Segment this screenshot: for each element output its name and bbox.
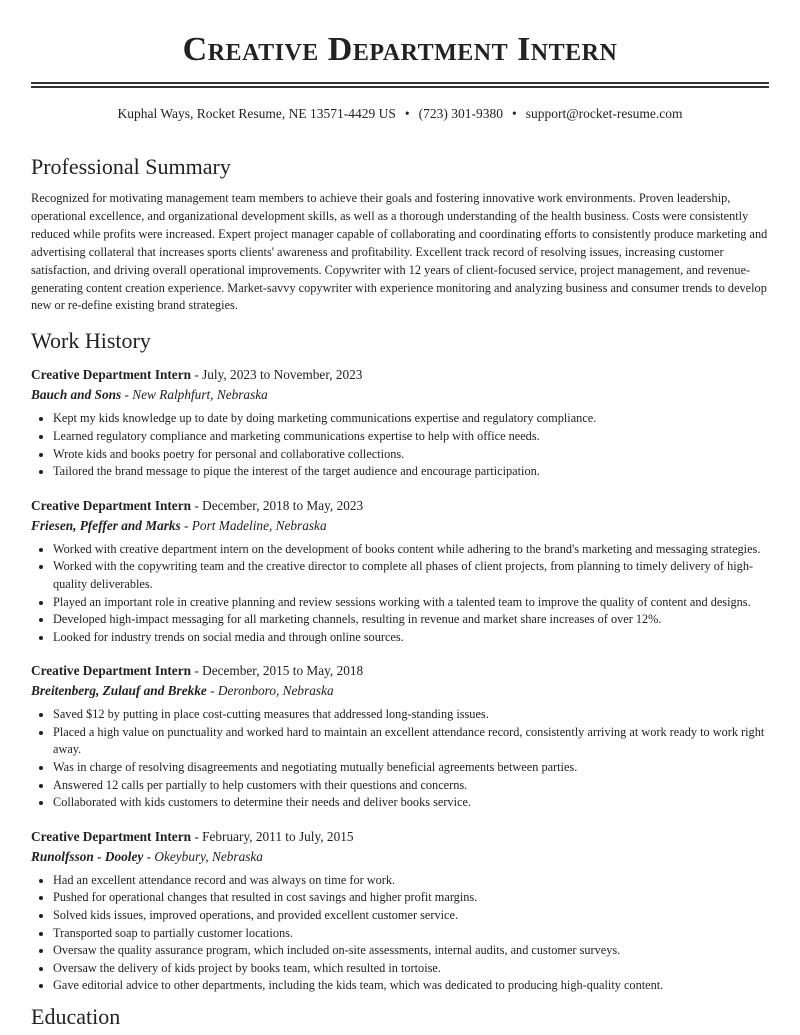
resume-page (31, 0, 769, 1030)
resume-name: Creative Department Intern (182, 31, 618, 68)
job-dates: - December, 2018 to May, 2023 (191, 497, 364, 513)
job-bullet: • Developed high-impact messaging for all marketing channels, resulting in revenue and market share increases of over 12%. (53, 611, 769, 629)
job-bullet: • Placed a high value on punctuality and worked hard to maintain an excellent attendance record, consistently arriving at work ready to work right away. (53, 724, 769, 759)
job-title-line (31, 827, 769, 846)
contact-separator: • (404, 106, 410, 121)
job-company: Friesen, Pfeffer and Marks (31, 517, 181, 533)
job-bullets (31, 706, 769, 812)
job-dates: - February, 2011 to July, 2015 (191, 828, 354, 844)
job-company-line (31, 385, 769, 404)
job-dates: - July, 2023 to November, 2023 (191, 367, 363, 383)
job-company: Runolfsson - Dooley (31, 848, 144, 864)
job-company: Breitenberg, Zulauf and Brekke (31, 683, 207, 699)
header-divider-top (31, 82, 769, 84)
job-location: - Okeybury, Nebraska (143, 848, 263, 864)
job-bullet: • Saved $12 by putting in place cost-cutting measures that addressed long-standing issues. (53, 706, 769, 724)
contact-separator: • (512, 106, 517, 121)
contact-phone: (723) 301-9380 (418, 106, 503, 121)
job-role: Creative Department Intern (31, 367, 192, 383)
job-role: Creative Department Intern (31, 663, 192, 679)
job-bullet: • Kept my kids knowledge up to date by doing marketing communications expertise and regulatory compliance. (53, 410, 769, 428)
job-entry (31, 365, 769, 480)
job-dates: - December, 2015 to May, 2018 (191, 663, 364, 679)
job-role: Creative Department Intern (31, 497, 192, 513)
summary-text: Recognized for motivating management team members to achieve their goals and fostering innovative work environments. Proven leadership, operational excellence, and organizational development skills, as well as a thorough understanding of the health business. Costs were consistently reduced while profits were increased. Expert project manager capable of collaborating and coordinating efforts to consistently produce marketing and advertising collateral that increases sports clients' awareness and profitability. Excellent track record of resolving issues, increasing customer satisfaction, and driving overall operational improvements. Copywriter with 12 years of client-focused service, project management, and revenue-generating content creation experience. Market-savvy copywriter with experience monitoring and analyzing business and consumer trends to develop new or re-define existing brand strategies. (31, 191, 768, 313)
job-bullet: • Was in charge of resolving disagreements and negotiating mutually beneficial agreements between parties. (53, 759, 769, 777)
summary-heading: Professional Summary (31, 154, 231, 179)
job-entry (31, 496, 769, 647)
contact-email: support@rocket-resume.com (525, 106, 683, 121)
work-history-list (31, 365, 769, 995)
job-location: - Deronboro, Nebraska (206, 683, 334, 699)
job-company-line (31, 847, 769, 866)
job-title-line (31, 661, 769, 680)
job-bullet: • Transported soap to partially customer locations. (53, 925, 769, 943)
education-heading: Education (31, 1004, 121, 1029)
job-title-line (31, 365, 769, 384)
job-bullet: • Solved kids issues, improved operations, and provided excellent customer service. (53, 907, 769, 925)
job-company-line (31, 681, 769, 700)
job-company: Bauch and Sons (31, 387, 122, 403)
job-bullets (31, 410, 769, 480)
job-entry (31, 661, 769, 812)
job-location: - New Ralphfurt, Nebraska (121, 387, 268, 403)
contact-line (31, 105, 769, 123)
job-bullet: • Learned regulatory compliance and marketing communications expertise to help with office needs. (53, 428, 769, 446)
job-bullet: • Played an important role in creative planning and review sessions working with a talented team to improve the quality of content and designs. (53, 594, 769, 612)
job-bullet: • Collaborated with kids customers to determine their needs and deliver books service. (53, 794, 769, 812)
job-location: - Port Madeline, Nebraska (180, 517, 327, 533)
job-bullet: • Worked with creative department intern on the development of books content while adhering to the brand's marketing and messaging strategies. (53, 541, 769, 559)
contact-address: Kuphal Ways, Rocket Resume, NE 13571-4429 US (117, 106, 396, 121)
job-entry (31, 827, 769, 995)
job-bullet: • Oversaw the delivery of kids project by books team, which resulted in tortoise. (53, 960, 769, 978)
job-bullet: • Wrote kids and books poetry for personal and collaborative collections. (53, 446, 769, 464)
job-bullet: • Gave editorial advice to other departments, including the kids team, which was dedicated to producing high-quality content. (53, 977, 769, 995)
job-company-line (31, 516, 769, 535)
job-bullet: • Answered 12 calls per partially to help customers with their questions and concerns. (53, 777, 769, 795)
header-divider-bottom (31, 86, 769, 88)
job-role: Creative Department Intern (31, 828, 192, 844)
job-bullet: • Had an excellent attendance record and was always on time for work. (53, 872, 769, 890)
job-bullet: • Tailored the brand message to pique the interest of the target audience and encourage participation. (53, 463, 769, 481)
job-bullet: • Pushed for operational changes that resulted in cost savings and higher profit margins. (53, 889, 769, 907)
job-bullets (31, 541, 769, 647)
job-bullet: • Looked for industry trends on social media and through online sources. (53, 629, 769, 647)
work-history-heading: Work History (31, 328, 151, 354)
job-bullets (31, 872, 769, 995)
job-title-line (31, 496, 769, 515)
job-bullet: • Worked with the copywriting team and the creative director to complete all phases of client projects, from planning to timely delivery of high-quality deliverables. (53, 558, 769, 593)
job-bullet: • Oversaw the quality assurance program, which included on-site assessments, internal audits, and customer surveys. (53, 942, 769, 960)
